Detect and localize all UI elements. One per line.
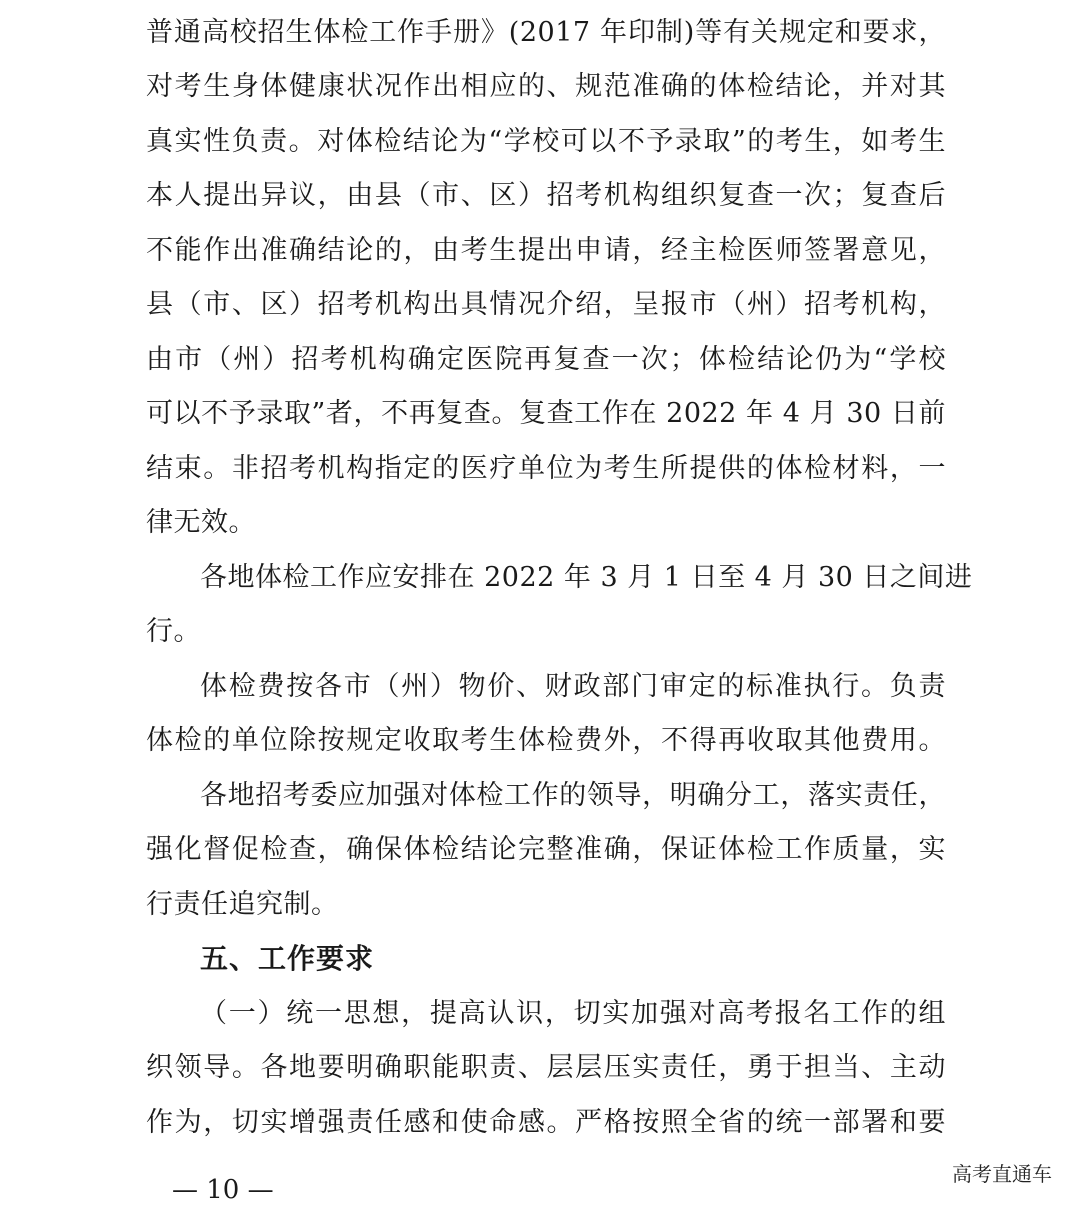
paragraph-line: 行责任追究制。 (146, 889, 339, 920)
paragraph-line: 体检的单位除按规定收取考生体检费外，不得再收取其他费用。 (146, 725, 946, 756)
paragraph-line: （一）统一思想，提高认识，切实加强对高考报名工作的组 (200, 998, 946, 1029)
paragraph-line: 对考生身体健康状况作出相应的、规范准确的体检结论，并对其 (146, 71, 946, 102)
paragraph-line: 体检费按各市（州）物价、财政部门审定的标准执行。负责 (200, 671, 946, 702)
watermark: 高考直通车 (952, 1162, 1052, 1186)
paragraph-line: 可以不予录取”者，不再复查。复查工作在 2022 年 4 月 30 日前 (146, 398, 946, 429)
paragraph-line: 结束。非招考机构指定的医疗单位为考生所提供的体检材料，一 (146, 453, 946, 484)
paragraph-line: 作为，切实增强责任感和使命感。严格按照全省的统一部署和要 (146, 1107, 946, 1138)
paragraph-line: 各地招考委应加强对体检工作的领导，明确分工，落实责任， (200, 780, 946, 811)
paragraph-line: 强化督促检查，确保体检结论完整准确，保证体检工作质量，实 (146, 834, 946, 865)
paragraph-line: 各地体检工作应安排在 2022 年 3 月 1 日至 4 月 30 日之间进 (200, 562, 973, 593)
paragraph-line: 织领导。各地要明确职能职责、层层压实责任，勇于担当、主动 (146, 1052, 946, 1083)
paragraph-line: 真实性负责。对体检结论为“学校可以不予录取”的考生，如考生 (146, 126, 946, 157)
paragraph-line: 本人提出异议，由县（市、区）招考机构组织复查一次；复查后 (146, 180, 946, 211)
paragraph-line: 不能作出准确结论的，由考生提出申请，经主检医师签署意见， (146, 235, 946, 266)
paragraph-line: 行。 (146, 616, 201, 647)
paragraph-line: 由市（州）招考机构确定医院再复查一次；体检结论仍为“学校 (146, 344, 946, 375)
paragraph-line: 县（市、区）招考机构出具情况介绍，呈报市（州）招考机构， (146, 289, 946, 320)
paragraph-line: 普通高校招生体检工作手册》(2017 年印制)等有关规定和要求， (146, 17, 946, 48)
section-heading: 五、工作要求 (200, 942, 375, 975)
paragraph-line: 律无效。 (146, 507, 256, 538)
page-number: — 10 — (172, 1175, 274, 1205)
